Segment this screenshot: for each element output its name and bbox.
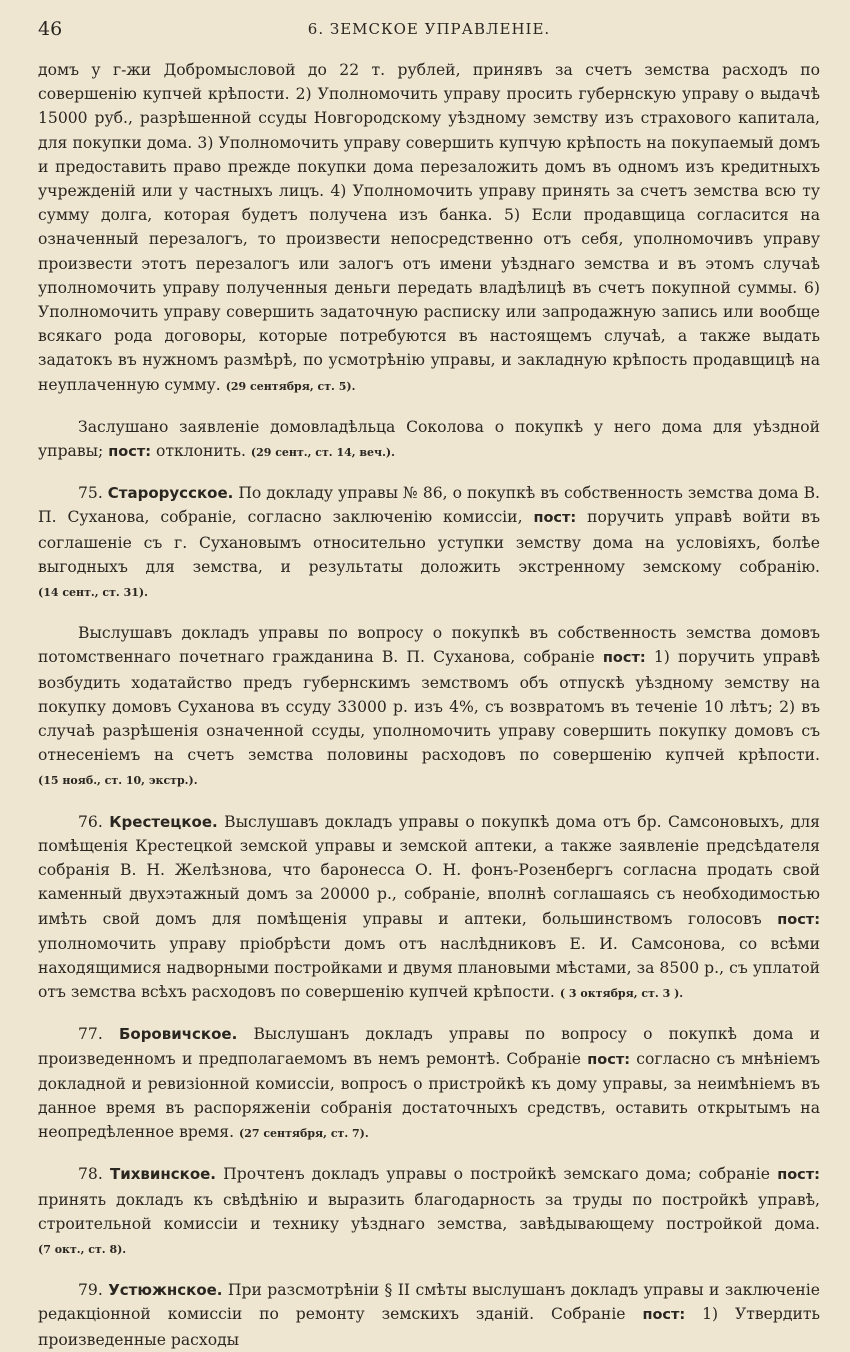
paragraph <box>38 1022 820 1146</box>
paragraph-text: По докладу управы № 86, о покупкѣ въ собственность земства дома В. П. Суханова, собраніе, согласно заключенію комиссіи, <box>38 484 820 527</box>
paragraph <box>38 1162 820 1262</box>
running-head: 6. ЗЕМСКОЕ УПРАВЛЕНІЕ. <box>307 20 551 38</box>
session-citation: (29 сентября, ст. 5). <box>225 379 356 393</box>
page-number: 46 <box>38 18 63 40</box>
district-heading: Крестецкое. <box>109 812 218 831</box>
paragraph <box>38 810 820 1007</box>
paragraph <box>38 58 820 399</box>
paragraph-text: 79. <box>78 1281 109 1300</box>
district-heading: Устюжнское. <box>108 1281 223 1300</box>
paragraph-text: принять докладъ къ свѣдѣнію и выразить благодарность за труды по постройкѣ управѣ, строительной комиссіи и технику уѣзднаго земства, завѣдывающему постройкой дома. <box>38 1190 820 1233</box>
session-citation: (27 сентября, ст. 7). <box>238 1127 369 1141</box>
resolution-marker: пост: <box>777 911 820 928</box>
session-citation: (14 сент., ст. 31). <box>38 586 148 600</box>
page-header <box>38 0 820 58</box>
paragraph <box>38 1278 820 1352</box>
resolution-marker: пост: <box>642 1307 686 1324</box>
resolution-marker: пост: <box>533 510 577 527</box>
paragraph <box>38 621 820 793</box>
paragraph-text: поручить управѣ войти въ соглашеніе съ г. Сухановымъ относительно уступки земству дома на условіяхъ, болѣе выгодныхъ для земства, и результаты доложить экстренному земскому собранію. <box>38 508 820 576</box>
paragraph-text: отклонить. <box>151 442 251 461</box>
paragraph-text: 75. <box>78 484 108 503</box>
resolution-marker: пост: <box>108 444 152 461</box>
session-citation: (15 нояб., ст. 10, экстр.). <box>38 774 198 788</box>
session-citation: ( 3 октября, ст. 3 ). <box>559 987 684 1001</box>
body-text <box>38 58 820 1352</box>
paragraph-text: домъ у г-жи Добромысловой до 22 т. рублей, принявъ за счетъ земства расходъ по совершенію купчей крѣпости. 2) Уполномочить управу просить губернскую управу о выдачѣ 15000 руб., разрѣшенной ссуды Новгородскому уѣздному земству изъ страхового капитала, для покупки дома. 3) Уполномочить управу совершить купчую крѣпость на покупаемый домъ и предоставить право прежде покупки дома перезаложить домъ въ одномъ изъ кредитныхъ учрежденій или у частныхъ лицъ. 4) Уполномочить управу принять за счетъ земства всю ту сумму долга, которая будетъ получена изъ банка. 5) Если продавщица согласится на означенный перезалогъ, то произвести непосредственно отъ себя, уполномочивъ управу произвести этотъ перезалогъ или залогъ отъ имени уѣзднаго земства и въ этомъ случаѣ уполномочить управу полученныя деньги передать владѣлицѣ въ счетъ покупной суммы. 6) Уполномочить управу совершить задаточную расписку или запродажную запись или вообще всякаго рода договоры, которые потребуются въ настоящемъ случаѣ, а также выдать задатокъ въ нужномъ размѣрѣ, по усмотрѣнію управы, и закладную крѣпость продавщицѣ на неуплаченную сумму. <box>38 61 820 394</box>
paragraph-text: согласно съ мнѣніемъ докладной и ревизіонной комиссіи, вопросъ о пристройкѣ къ дому управы, за неимѣніемъ въ данное время въ распоряженіи собранія достаточныхъ средствъ, оставить открытымъ на неопредѣленное время. <box>38 1049 820 1142</box>
resolution-marker: пост: <box>587 1051 631 1068</box>
district-heading: Старорусское. <box>107 484 234 503</box>
district-heading: Боровичское. <box>118 1025 238 1044</box>
paragraph <box>38 415 820 465</box>
paragraph-text: Выслушанъ докладъ управы по вопросу о покупкѣ дома и произведенномъ и предполагаемомъ въ немъ ремонтѣ. Собраніе <box>38 1025 820 1068</box>
paragraph <box>38 481 820 605</box>
paragraph-text: Прочтенъ докладъ управы о постройкѣ земскаго дома; собраніе <box>216 1165 778 1184</box>
paragraph-text: 78. <box>78 1165 110 1184</box>
paragraph-text: 1) поручить управѣ возбудить ходатайство предъ губернскимъ земствомъ объ отпускѣ уѣздному земству на покупку домовъ Суханова въ ссуду 33000 р. изъ 4%, съ возвратомъ въ теченіе 10 лѣтъ; 2) въ случаѣ разрѣшенія означенной ссуды, уполномочить управу совершить покупку домовъ съ отнесеніемъ на счетъ земства половины расходовъ по совершенію купчей крѣпости. <box>38 648 820 765</box>
paragraph-text: 1) Утвердить произведенные расходы <box>38 1305 820 1349</box>
session-citation: (7 окт., ст. 8). <box>38 1242 127 1256</box>
paragraph-text: 76. <box>78 812 110 831</box>
paragraph-text: Выслушавъ докладъ управы по вопросу о покупкѣ въ собственность земства домовъ потомственнаго почетнаго гражданина В. П. Суханова, собраніе <box>38 624 820 667</box>
paragraph-text: Заслушано заявленіе домовладѣльца Соколова о покупкѣ у него дома для уѣздной управы; <box>38 417 820 461</box>
session-citation: (29 сент., ст. 14, веч.). <box>250 446 395 460</box>
resolution-marker: пост: <box>777 1167 820 1184</box>
paragraph-text: уполномочить управу пріобрѣсти домъ отъ наслѣдниковъ Е. И. Самсонова, со всѣми находящимися надворными постройками и двумя плановыми мѣстами, за 8500 р., съ уплатой отъ земства всѣхъ расходовъ по совершенію купчей крѣпости. <box>38 934 820 1002</box>
paragraph-text: При разсмотрѣніи § II смѣты выслушанъ докладъ управы и заключеніе редакціонной комиссіи по ремонту земскихъ зданій. Собраніе <box>38 1281 820 1324</box>
paragraph-text: Выслушавъ докладъ управы о покупкѣ дома отъ бр. Самсоновыхъ, для помѣщенія Крестецкой земской управы и земской аптеки, а также заявленіе предсѣдателя собранія В. Н. Желѣзнова, что баронесса О. Н. фонъ-Розенбергъ согласна продать свой каменный двухэтажный домъ за 20000 р., собраніе, вполнѣ соглашаясь съ необходимостью имѣть свой домъ для помѣщенія управы и аптеки, большинствомъ голосовъ <box>38 812 821 928</box>
district-heading: Тихвинское. <box>109 1165 217 1184</box>
resolution-marker: пост: <box>602 650 646 667</box>
paragraph-text: 77. <box>78 1025 119 1044</box>
